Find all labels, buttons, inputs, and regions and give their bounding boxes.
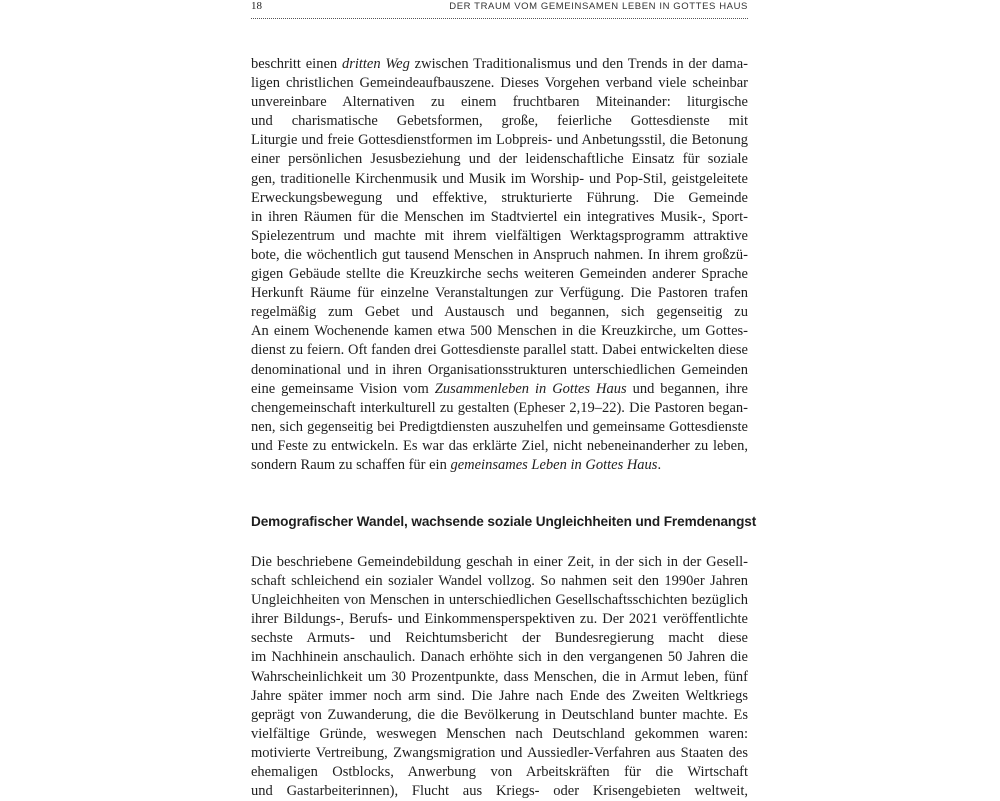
text-run: nen, sich gegenseitig bei Predigtdiensten auszuhelfen und gemeinsame Gottesdienste (251, 418, 748, 435)
text-run: und charismatische Gebetsformen, große, feierliche Gottesdienste mit (251, 113, 748, 130)
text-run: chengemeinschaft interkulturell zu gestalten (Epheser 2,19–22). Die Pastoren began- (251, 399, 748, 416)
text-run: motivierte Vertreibung, Zwangsmigration und Aussiedler-Verfahren aus Staaten des (251, 744, 748, 761)
text-line (251, 284, 748, 303)
text-line (251, 74, 748, 93)
text-line (251, 303, 748, 322)
text-line (251, 668, 748, 687)
text-line (251, 208, 748, 227)
text-line (251, 380, 748, 399)
text-run: denominational und in ihren Organisationsstrukturen unterschiedlichen Gemeinden (251, 361, 748, 378)
text-run: Erweckungsbewegung und effektive, strukturierte Führung. Die Gemeinde (251, 189, 748, 206)
text-run: und Gastarbeiterinnen), Flucht aus Kriegs- oder Krisengebieten weltweit, (251, 783, 748, 800)
text-line (251, 361, 748, 380)
text-line (251, 150, 748, 169)
text-run: Herkunft Räume für einzelne Veranstaltungen zur Verfügung. Die Pastoren trafen (251, 285, 748, 302)
text-run: im Nachhinein anschaulich. Danach erhöhte sich in den vergangenen 50 Jahren die (251, 649, 748, 666)
text-run: Wahrscheinlichkeit um 30 Prozentpunkte, dass Menschen, die in Armut leben, fünf (251, 668, 748, 685)
text-run: unvereinbare Alternativen zu einem fruchtbaren Miteinander: liturgische (251, 94, 748, 111)
text-line (251, 265, 748, 284)
body-paragraph-1 (251, 55, 748, 475)
text-line (251, 706, 748, 725)
section-heading: Demografischer Wandel, wachsende soziale Ungleichheiten und Fremdenangst (251, 514, 757, 529)
text-run: dienst zu feiern. Oft fanden drei Gottesdienste parallel statt. Dabei entwickelten diese (251, 342, 748, 359)
text-line (251, 227, 748, 246)
text-run: und Feste zu entwickeln. Es war das erklärte Ziel, nicht nebeneinanderher zu leben, (251, 437, 748, 454)
text-line (251, 322, 748, 341)
text-line (251, 399, 748, 418)
text-run: beschritt einen (251, 56, 342, 72)
text-line (251, 437, 748, 456)
text-line (251, 553, 748, 572)
text-run: sondern Raum zu schaffen für ein (251, 456, 451, 473)
italic-phrase: dritten Weg (341, 56, 410, 72)
text-line (251, 782, 748, 801)
text-line (251, 629, 748, 648)
text-run: gigen Gebäude stellte die Kreuzkirche sechs weiteren Gemeinden anderer Sprache (251, 266, 748, 283)
text-run: . (657, 456, 662, 473)
text-run: bote, die wöchentlich gut tausend Menschen in Anspruch nahmen. In ihrem großzü- (251, 246, 748, 263)
italic-phrase: gemeinsames Leben in Gottes Haus (450, 456, 658, 473)
text-run: schaft schleichend ein sozialer Wandel vollzog. So nahmen seit den 1990er Jahren (251, 573, 748, 590)
text-line (251, 648, 748, 667)
text-run: in ihren Räumen für die Menschen im Stadtviertel ein integratives Musik-, Sport- (251, 208, 748, 225)
text-run: zwischen Traditionalismus und den Trends in der dama- (409, 56, 748, 72)
text-run: Jahre später immer noch arm sind. Die Jahre nach Ende des Zweiten Weltkriegs (251, 687, 748, 704)
italic-phrase: Zusammenleben in Gottes Haus (434, 380, 627, 397)
text-run: Liturgie und freie Gottesdienstformen im Lobpreis- und Anbetungsstil, die Betonung (251, 132, 748, 149)
text-line (251, 112, 748, 131)
text-run: einer persönlichen Jesusbeziehung und der leidenschaftliche Einsatz für soziale (251, 151, 748, 168)
text-run: sechste Armuts- und Reichtumsbericht der Bundesregierung macht diese (251, 630, 748, 647)
text-line (251, 591, 748, 610)
text-line (251, 170, 748, 189)
text-line (251, 610, 748, 629)
text-line (251, 246, 748, 265)
running-head (251, 0, 748, 19)
text-line (251, 763, 748, 782)
book-page (251, 0, 757, 800)
text-line (251, 744, 748, 763)
text-line (251, 55, 748, 74)
text-run: gen, traditionelle Kirchenmusik und Musik im Worship- und Pop-Stil, geistgeleitete (251, 170, 748, 187)
text-run: regelmäßig zum Gebet und Austausch und begannen, sich gegenseitig zu (251, 304, 748, 321)
text-run: ihrer Bildungs-, Berufs- und Einkommensperspektiven zu. Der 2021 veröffentlichte (251, 611, 748, 628)
text-run: vielfältige Gründe, weswegen Menschen nach Deutschland gekommen waren: (251, 725, 748, 742)
text-run: ehemaligen Ostblocks, Anwerbung von Arbeitskräften für die Wirtschaft (251, 764, 748, 781)
text-line (251, 93, 748, 112)
body-paragraph-2 (251, 553, 748, 801)
text-line (251, 341, 748, 360)
text-line (251, 418, 748, 437)
page-number: 18 (251, 0, 262, 12)
text-run: An einem Wochenende kamen etwa 500 Menschen in die Kreuzkirche, um Gottes- (251, 323, 748, 340)
text-line (251, 456, 748, 475)
text-run: und begannen, ihre (632, 380, 748, 397)
running-head-title: DER TRAUM VOM GEMEINSAMEN LEBEN IN GOTTES HAUS (449, 1, 748, 12)
text-run: Ungleichheiten von Menschen in unterschiedlichen Gesellschaftsschichten bezüglich (251, 592, 748, 609)
text-line (251, 131, 748, 150)
text-run: ligen christlichen Gemeindeaufbauszene. Dieses Vorgehen verband viele scheinbar (251, 75, 748, 92)
text-run: Die beschriebene Gemeindebildung geschah in einer Zeit, in der sich in der Gesell- (251, 554, 748, 570)
text-run: eine gemeinsame Vision vom (251, 380, 435, 397)
text-line (251, 572, 748, 591)
text-line (251, 189, 748, 208)
text-run: Spielezentrum und machte mit ihrem vielfältigen Werktagsprogramm attraktive (251, 227, 748, 244)
text-line (251, 725, 748, 744)
text-run: geprägt von Zuwanderung, die die Bevölkerung in Deutschland bunter machte. Es (251, 706, 748, 723)
text-line (251, 687, 748, 706)
